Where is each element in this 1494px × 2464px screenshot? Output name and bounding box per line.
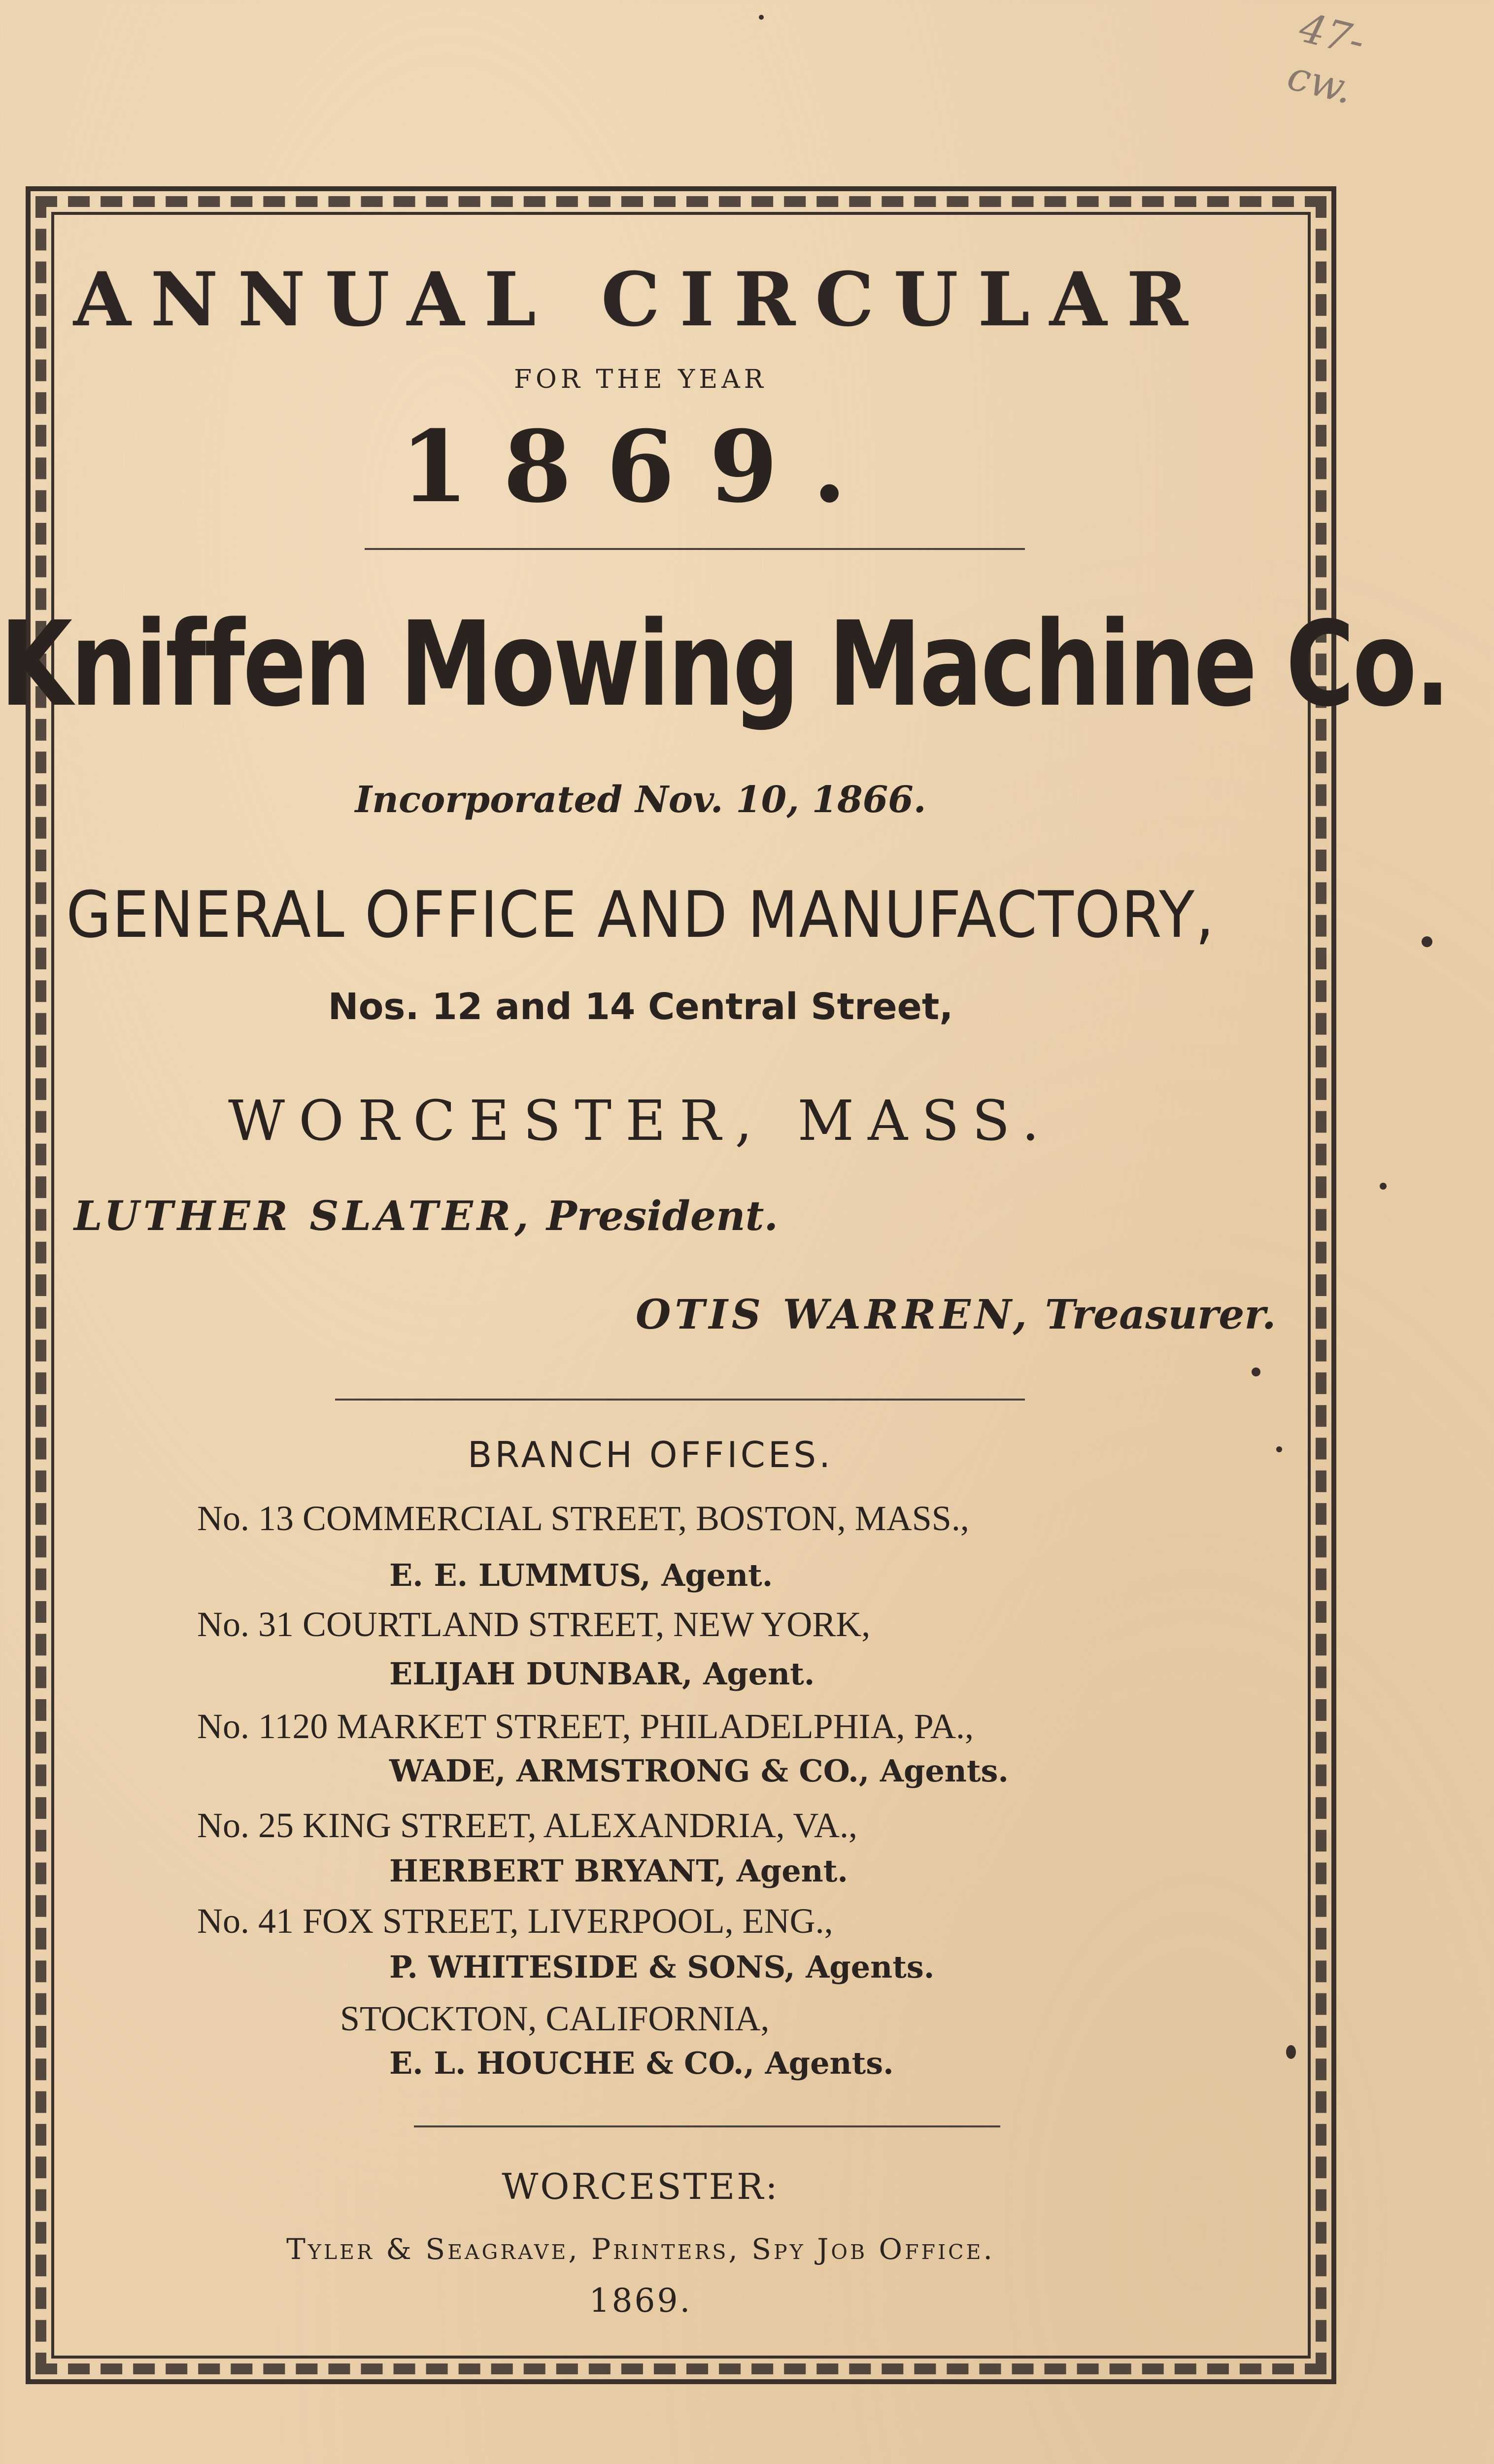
circular-title: ANNUAL CIRCULAR: [73, 256, 1208, 343]
pencil-annotation: [1279, 3, 1411, 139]
treasurer-line: [636, 1291, 1494, 1338]
imprint-city: WORCESTER:: [502, 2166, 780, 2207]
branch-address: No. 13 COMMERCIAL STREET, BOSTON, MASS.,: [197, 1499, 969, 1538]
branch-agent: ELIJAH DUNBAR, Agent.: [389, 1656, 815, 1692]
treasurer-title: Treasurer.: [1045, 1291, 1276, 1338]
president-line: [74, 1193, 1494, 1240]
branch-agent: WADE, ARMSTRONG & CO., Agents.: [389, 1753, 1009, 1789]
branch-agent: E. L. HOUCHE & CO., Agents.: [389, 2045, 894, 2081]
circular-subtitle: FOR THE YEAR: [514, 365, 767, 394]
branch-offices-heading: BRANCH OFFICES.: [467, 1434, 833, 1475]
branch-address: No. 25 KING STREET, ALEXANDRIA, VA.,: [197, 1806, 857, 1845]
ink-speck: [1276, 1446, 1282, 1452]
branch-address: No. 41 FOX STREET, LIVERPOOL, ENG.,: [197, 1901, 833, 1941]
ink-speck: [1252, 1368, 1260, 1376]
divider-rule: [414, 2125, 1000, 2127]
imprint-year: 1869.: [589, 2282, 692, 2320]
divider-rule: [335, 1399, 1025, 1401]
incorporation-date: Incorporated Nov. 10, 1866.: [355, 779, 926, 821]
president-title: President.: [546, 1193, 779, 1240]
pencil-line-1: 47-: [1294, 4, 1369, 66]
pencil-line-2: cw.: [1283, 52, 1358, 113]
general-office: GENERAL OFFICE AND MANUFACTORY,: [66, 877, 1215, 952]
president-name: LUTHER SLATER,: [74, 1193, 533, 1240]
ink-speck: [1286, 2045, 1296, 2059]
ink-speck: [1422, 936, 1432, 947]
street-address: Nos. 12 and 14 Central Street,: [328, 986, 953, 1028]
city-name: WORCESTER, MASS.: [228, 1089, 1053, 1153]
company-name: Kniffen Mowing Machine Co.: [0, 596, 1449, 733]
branch-agent: E. E. LUMMUS, Agent.: [389, 1557, 773, 1593]
divider-rule: [365, 548, 1025, 550]
branch-address: STOCKTON, CALIFORNIA,: [340, 1999, 770, 2038]
branch-agent: P. WHITESIDE & SONS, Agents.: [389, 1949, 935, 1985]
imprint-printer: Tyler & Seagrave, Printers, Spy Job Office.: [286, 2232, 995, 2266]
branch-address: No. 31 COURTLAND STREET, NEW YORK,: [197, 1605, 871, 1644]
branch-address: No. 1120 MARKET STREET, PHILADELPHIA, PA.,: [197, 1707, 974, 1746]
ink-speck: [759, 15, 764, 20]
ink-speck: [1380, 1183, 1387, 1190]
treasurer-name: OTIS WARREN,: [636, 1291, 1031, 1338]
circular-year: 1869.: [400, 409, 882, 525]
branch-agent: HERBERT BRYANT, Agent.: [389, 1853, 848, 1889]
